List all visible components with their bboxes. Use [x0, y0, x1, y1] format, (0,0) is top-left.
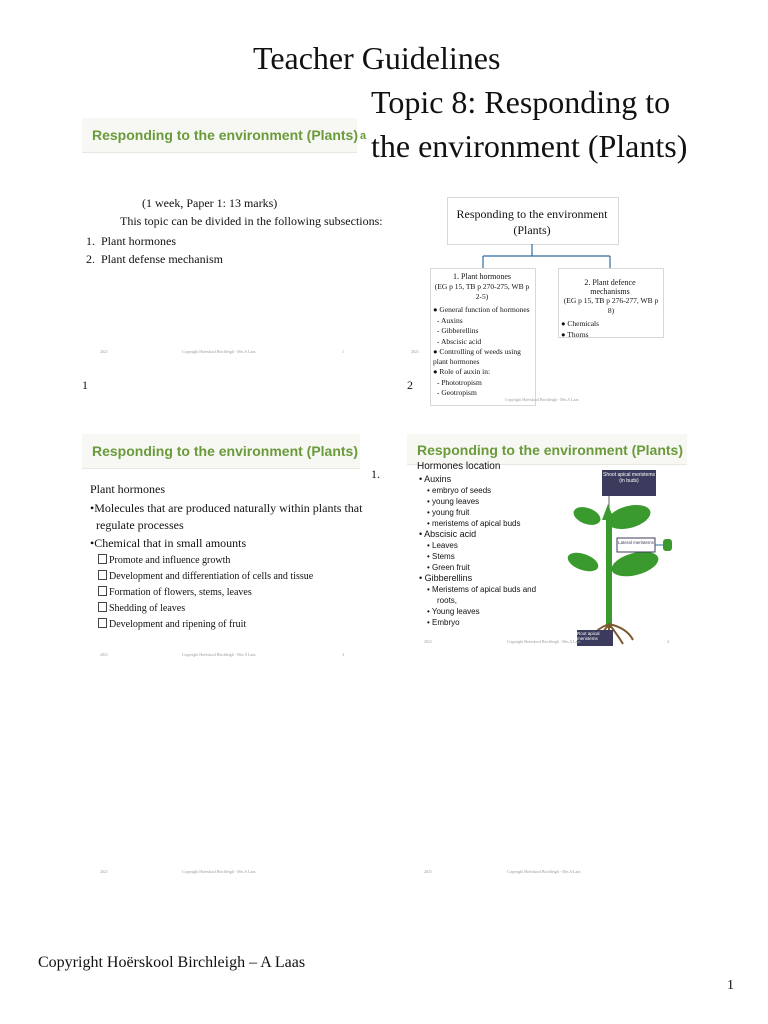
checkbox-glyph-icon	[98, 586, 107, 596]
slide-footer-year: 2021	[100, 652, 108, 657]
slide-page-number-2: 2	[407, 378, 413, 392]
checkbox-glyph-icon	[98, 602, 107, 612]
hormone-location: • young leaves	[427, 497, 480, 506]
slide-2	[403, 192, 688, 407]
slide-1	[82, 118, 383, 358]
slide-5	[82, 660, 372, 880]
slide-text-intro: This topic can be divided in the following subsections:	[120, 214, 383, 228]
slide-footer-year: 2021	[100, 349, 108, 354]
hormones-line: - Auxins	[437, 315, 463, 325]
sub-item	[98, 570, 313, 582]
hormone-group-name: • Auxins	[419, 474, 452, 484]
slide-title: Responding to the environment (Plants)	[92, 443, 359, 459]
slide-footer-number: 3	[342, 652, 344, 657]
hormones-line: - Phototropism	[437, 377, 482, 387]
page-number: 1	[727, 978, 734, 993]
slide-footer-copyright: Copyright Hoërskool Birchleigh - Mrs A Laas	[507, 639, 581, 644]
sub-item	[98, 586, 252, 598]
bullet-line: •Molecules that are produced naturally within plants that	[90, 501, 363, 515]
slide-footer-copyright: Copyright Hoërskool Birchleigh - Mrs A Laas	[507, 869, 581, 874]
sub-item	[98, 554, 230, 566]
hormones-line: - Gibberellins	[437, 326, 479, 335]
slide-marker: 1.	[371, 467, 380, 481]
slide-footer-year: 2021	[411, 349, 419, 354]
slide-page-number-1: 1	[82, 378, 88, 392]
hormones-refs: (EG p 15, TB p 270-275, WB p 2-5)	[434, 282, 530, 301]
subsection-item-1: 1. Plant hormones	[86, 234, 176, 248]
defence-line: ● Thorns	[561, 330, 589, 339]
section-heading: Plant hormones	[90, 482, 165, 496]
hormone-location: • embryo of seeds	[427, 486, 492, 495]
hormones-location-heading: Hormones location	[417, 461, 501, 472]
hormone-location: • Leaves	[427, 541, 458, 550]
hormone-location: • Meristems of apical buds and	[427, 585, 537, 594]
sub-item-text: Development and ripening of fruit	[109, 619, 247, 630]
hormone-locations-list	[419, 474, 569, 628]
bullet-line: regulate processes	[96, 518, 184, 532]
slide-4	[407, 434, 687, 646]
hormone-location: roots,	[437, 596, 458, 605]
shoot-meristem-label: Shoot apical meristems (in buds)	[603, 472, 655, 484]
hormones-list	[433, 305, 533, 398]
hormone-location: • Green fruit	[427, 563, 470, 572]
hormones-line: - Geotropism	[437, 388, 477, 397]
sub-item	[98, 618, 246, 630]
hormones-line: ● Controlling of weeds using plant hormones	[433, 347, 521, 366]
slide-footer-year: 2021	[100, 869, 108, 874]
hormones-line: - Abscisic acid	[437, 336, 482, 346]
hormone-location: • Young leaves	[427, 607, 480, 616]
bullet-line: •Chemical that in small amounts	[90, 536, 247, 550]
slide-title: Responding to the environment (Plants)	[92, 127, 359, 143]
defence-line: ● Chemicals	[561, 319, 600, 328]
topic-heading-line2: the environment (Plants)	[371, 128, 688, 164]
hormones-line: ● General function of hormones	[433, 305, 530, 314]
hormone-group-name: • Abscisic acid	[419, 529, 477, 539]
checkbox-glyph-icon	[98, 618, 107, 628]
slide-footer-copyright: Copyright Hoërskool Birchleigh - Mrs A Laas	[182, 869, 256, 874]
subsection-item-2: 2. Plant defense mechanism	[86, 252, 223, 266]
sub-item-text: Development and differentiation of cells and tissue	[109, 571, 314, 582]
diagram-connectors	[403, 192, 688, 272]
slide-footer-year: 2021	[424, 639, 432, 644]
sub-item-text: Promote and influence growth	[109, 555, 231, 566]
slide-footer-copyright: Copyright Hoërskool Birchleigh - Mrs A Laas	[505, 397, 579, 402]
defence-heading: 2. Plant defence mechanisms	[584, 278, 636, 296]
diagram-root-label: Responding to the environment (Plants)	[456, 207, 608, 237]
slide-title-tail: a	[360, 130, 367, 142]
defence-refs: (EG p 15, TB p 276-277, WB p 8)	[563, 296, 659, 315]
root-meristem-label: Root apical meristems	[577, 631, 600, 641]
slide-footer-copyright: Copyright Hoërskool Birchleigh - Mrs A Laas	[182, 349, 256, 354]
hormones-heading: 1. Plant hormones	[453, 272, 511, 281]
slide-title: Responding to the environment (Plants)	[417, 442, 684, 458]
slide-footer-copyright: Copyright Hoërskool Birchleigh - Mrs A Laas	[182, 652, 256, 657]
slide-footer-number: 1	[342, 349, 344, 354]
document-title: Teacher Guidelines	[253, 40, 501, 76]
hormone-group-name: • Gibberellins	[419, 573, 473, 583]
hormones-line: ● Role of auxin in:	[433, 367, 491, 376]
hormone-location: • young fruit	[427, 508, 470, 517]
checkbox-glyph-icon	[98, 570, 107, 580]
hormone-location: • Stems	[427, 552, 455, 561]
hormone-location: • Embryo	[427, 618, 460, 627]
slide-text-duration: (1 week, Paper 1: 13 marks)	[142, 196, 278, 210]
slide-footer-number: 4	[667, 639, 669, 644]
slide-footer-year: 2021	[424, 869, 432, 874]
sub-item-text: Formation of flowers, stems, leaves	[109, 587, 252, 598]
lateral-meristem-label: Lateral meristems	[618, 540, 654, 545]
checkbox-glyph-icon	[98, 554, 107, 564]
page-copyright: Copyright Hoërskool Birchleigh – A Laas	[38, 954, 306, 971]
slide-3	[82, 434, 382, 660]
slide-6	[407, 660, 697, 880]
sub-item	[98, 602, 185, 614]
hormone-location: • meristems of apical buds	[427, 519, 521, 528]
sub-item-text: Shedding of leaves	[109, 603, 186, 614]
topic-heading-line1: Topic 8: Responding to	[371, 84, 671, 120]
plant-illustration	[557, 462, 679, 646]
